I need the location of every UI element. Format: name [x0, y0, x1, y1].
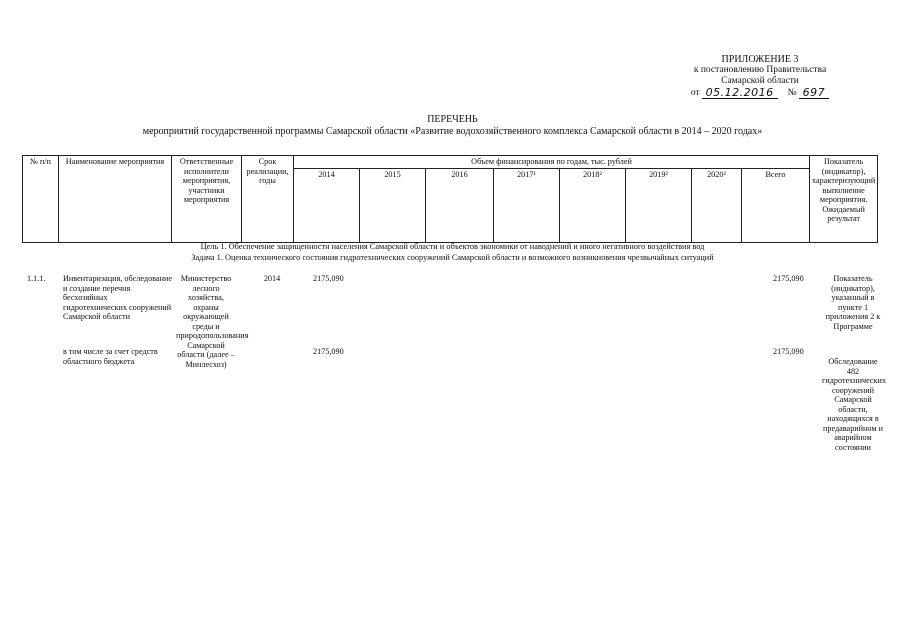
col-header-num: № п/п — [23, 156, 59, 243]
date-prefix: от — [690, 88, 700, 98]
row-term: 2014 — [263, 274, 281, 283]
year-header-2015: 2015 — [360, 168, 426, 243]
row-result: Обследование 482 гидротехнических сооружений Самарской области, находящихся в предаварийном и аварийном состоянии — [822, 357, 886, 452]
col-header-term: Срок реализации, годы — [242, 156, 294, 243]
row-indicator: Показатель (индикатор), указанный в пункте 1 приложения 2 к Программе — [825, 274, 881, 331]
year-header-2020: 2020² — [692, 168, 742, 243]
appendix-title: ПРИЛОЖЕНИЕ 3 — [721, 54, 799, 65]
year-header-2014: 2014 — [294, 168, 360, 243]
col-header-funding: Объем финансирования по годам, тыс. рублей — [294, 156, 810, 169]
year-header-2019: 2019² — [626, 168, 692, 243]
year-header-2016: 2016 — [426, 168, 494, 243]
year-header-2018: 2018² — [560, 168, 626, 243]
col-header-indicator: Показатель (индикатор), характеризующий выполнение мероприятия. Ожидаемый результат — [810, 156, 878, 243]
year-header-total: Всего — [742, 168, 810, 243]
year-header-2017: 2017¹ — [494, 168, 560, 243]
row-name: Инвентаризация, обследование и создание перечня бесхозяйных гидротехнических сооружений Самарской области — [63, 274, 172, 321]
appendix-resolution: к постановлению Правительства — [693, 65, 827, 75]
resolution-date: 05.12.2016 — [702, 87, 778, 99]
number-prefix: № — [787, 88, 797, 98]
appendix-date-line — [640, 87, 880, 99]
resolution-number: 697 — [799, 87, 830, 99]
row-number: 1.1.1. — [27, 274, 46, 283]
row-value-total: 2175,090 — [773, 274, 804, 283]
row-value-2014-sub: 2175,090 — [313, 347, 344, 356]
document-heading: ПЕРЕЧЕНЬ — [427, 114, 478, 125]
document-subtitle: мероприятий государственной программы Самарской области «Развитие водохозяйственного комплекса Самарской области в 2014 – 2020 годах» — [142, 126, 763, 137]
appendix-region: Самарской области — [721, 76, 799, 86]
appendix-block — [640, 54, 880, 99]
row-value-total-sub: 2175,090 — [773, 347, 804, 356]
header-table — [22, 155, 878, 243]
row-executor: Министерство лесного хозяйства, охраны окружающей среды и природопользования Самарской области (далее – Минлесхоз) — [176, 274, 249, 369]
col-header-executors: Ответственные исполнители мероприятия, участники мероприятия — [172, 156, 242, 243]
row-name-sub: в том числе за счет средств областного бюджета — [63, 347, 158, 366]
goal-line: Цель 1. Обеспечение защищенности населения Самарской области и объектов экономики от наводнений и иного негативного воздействия вод — [200, 242, 705, 251]
col-header-name: Наименование мероприятия — [59, 156, 172, 243]
row-value-2014: 2175,090 — [313, 274, 344, 283]
task-line: Задача 1. Оценка технического состояния гидротехнических сооружений Самарской области и возможного возникновения чрезвычайных ситуаций — [191, 253, 714, 262]
